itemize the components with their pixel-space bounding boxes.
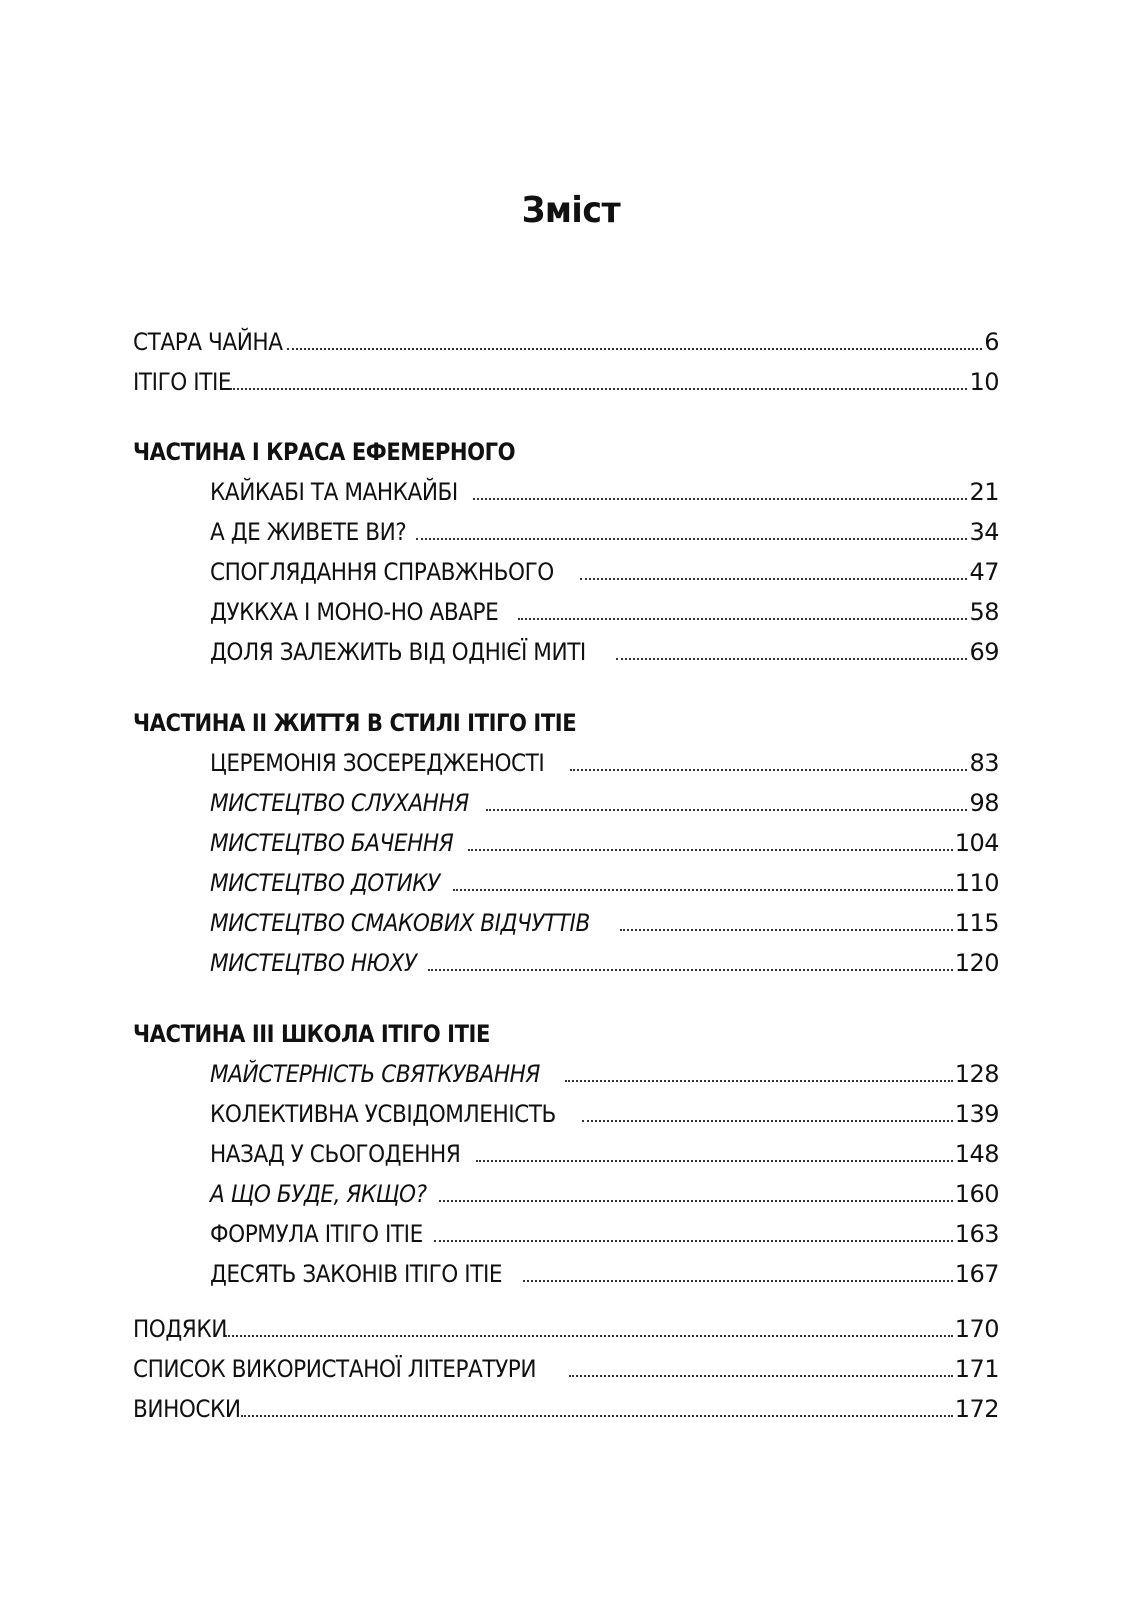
dot-leader <box>570 747 968 771</box>
toc-entry-label: СТАРА ЧАЙНА <box>133 328 283 356</box>
toc-entry-page: 83 <box>969 749 999 777</box>
toc-entry[interactable] <box>210 1098 999 1130</box>
toc-part-heading[interactable]: ЧАСТИНА ІІІ ШКОЛА ІТІГО ІТІЕ <box>133 1020 490 1048</box>
toc-entry[interactable] <box>210 787 999 819</box>
dot-leader <box>468 827 952 851</box>
toc-entry[interactable] <box>210 516 999 548</box>
toc-entry[interactable] <box>133 1353 999 1385</box>
toc-entry[interactable] <box>210 907 999 939</box>
toc-entry[interactable] <box>210 556 999 588</box>
dot-leader <box>620 907 953 931</box>
toc-entry-page: 10 <box>969 368 999 396</box>
toc-entry-page: 148 <box>954 1140 999 1168</box>
toc-entry-label: ПОДЯКИ <box>133 1315 227 1343</box>
toc-entry-label: СПИСОК ВИКОРИСТАНОЇ ЛІТЕРАТУРИ <box>133 1355 537 1383</box>
toc-entry-label: МИСТЕЦТВО СЛУХАННЯ <box>210 789 469 817</box>
dot-leader <box>565 1058 953 1082</box>
toc-entry-label: МИСТЕЦТВО НЮХУ <box>210 949 417 977</box>
toc-entry-page: 34 <box>969 518 999 546</box>
toc-entry-label: ЦЕРЕМОНІЯ ЗОСЕРЕДЖЕНОСТІ <box>210 749 545 777</box>
toc-entry-label: МИСТЕЦТВО БАЧЕННЯ <box>210 829 454 857</box>
toc-entry-label: ФОРМУЛА ІТІГО ІТІЕ <box>210 1220 423 1248</box>
toc-entry-label: МИСТЕЦТВО ДОТИКУ <box>210 869 440 897</box>
toc-entry-page: 104 <box>954 829 999 857</box>
toc-entry[interactable] <box>210 1178 999 1210</box>
toc-entry[interactable] <box>210 596 999 628</box>
toc-entry-label: КАЙКАБІ ТА МАНКАЙБІ <box>210 478 458 506</box>
toc-entry-page: 171 <box>954 1355 999 1383</box>
toc-part-heading[interactable]: ЧАСТИНА І КРАСА ЕФЕМЕРНОГО <box>133 438 516 466</box>
dot-leader <box>453 867 952 891</box>
dot-leader <box>518 596 967 620</box>
toc-entry-label: МАЙСТЕРНІСТЬ СВЯТКУВАННЯ <box>210 1060 540 1088</box>
toc-entry-page: 160 <box>954 1180 999 1208</box>
page-title: Зміст <box>521 190 621 231</box>
dot-leader <box>582 1098 952 1122</box>
dot-leader <box>569 1353 953 1377</box>
toc-entry[interactable] <box>210 947 999 979</box>
toc-entry-label: СПОГЛЯДАННЯ СПРАВЖНЬОГО <box>210 558 554 586</box>
toc-entry[interactable] <box>210 1138 999 1170</box>
dot-leader <box>230 366 968 390</box>
toc-entry[interactable] <box>210 476 999 508</box>
dot-leader <box>616 636 968 660</box>
toc-entry-label: МИСТЕЦТВО СМАКОВИХ ВІДЧУТТІВ <box>210 909 590 937</box>
toc-entry-page: 58 <box>969 598 999 626</box>
toc-entry[interactable] <box>210 1218 999 1250</box>
toc-entry-page: 128 <box>954 1060 999 1088</box>
toc-entry[interactable] <box>210 747 999 779</box>
toc-entry-page: 98 <box>969 789 999 817</box>
dot-leader <box>428 947 953 971</box>
toc-entry[interactable] <box>210 1258 999 1290</box>
toc-part-heading[interactable]: ЧАСТИНА ІІ ЖИТТЯ В СТИЛІ ІТІГО ІТІЕ <box>133 709 577 737</box>
dot-leader <box>416 516 967 540</box>
toc-entry-label: КОЛЕКТИВНА УСВІДОМЛЕНІСТЬ <box>210 1100 556 1128</box>
toc-entry-page: 21 <box>969 478 999 506</box>
toc-entry[interactable] <box>210 867 999 899</box>
dot-leader <box>473 476 967 500</box>
toc-entry-page: 163 <box>954 1220 999 1248</box>
dot-leader <box>434 1218 952 1242</box>
dot-leader <box>287 326 982 350</box>
toc-entry-label: НАЗАД У СЬОГОДЕННЯ <box>210 1140 461 1168</box>
dot-leader <box>225 1313 952 1337</box>
toc-entry-page: 69 <box>969 638 999 666</box>
toc-entry[interactable] <box>210 1058 999 1090</box>
toc-entry-label: ВИНОСКИ <box>133 1395 241 1423</box>
toc-entry-page: 120 <box>954 949 999 977</box>
toc-entry[interactable] <box>133 1313 999 1345</box>
toc-entry-page: 115 <box>954 909 999 937</box>
dot-leader <box>523 1258 953 1282</box>
toc-entry-page: 170 <box>954 1315 999 1343</box>
toc-entry[interactable] <box>133 326 999 358</box>
toc-entry-page: 110 <box>954 869 999 897</box>
toc-entry-page: 139 <box>954 1100 999 1128</box>
toc-entry-label: ДУККХА І МОНО-НО АВАРЕ <box>210 598 499 626</box>
toc-entry[interactable] <box>210 636 999 668</box>
toc-entry-page: 172 <box>954 1395 999 1423</box>
toc-entry[interactable] <box>210 827 999 859</box>
toc-entry[interactable] <box>133 1393 999 1425</box>
toc-entry-label: ДОЛЯ ЗАЛЕЖИТЬ ВІД ОДНІЄЇ МИТІ <box>210 638 586 666</box>
dot-leader <box>476 1138 952 1162</box>
toc-entry-label: А ЩО БУДЕ, ЯКЩО? <box>210 1180 427 1208</box>
dot-leader <box>241 1393 953 1417</box>
toc-entry-label: ІТІГО ІТІЕ <box>133 368 232 396</box>
toc-entry-page: 47 <box>969 558 999 586</box>
dot-leader <box>439 1178 953 1202</box>
dot-leader <box>580 556 967 580</box>
toc-entry-page: 6 <box>984 328 999 356</box>
toc-entry-page: 167 <box>954 1260 999 1288</box>
toc-entry-label: А ДЕ ЖИВЕТЕ ВИ? <box>210 518 407 546</box>
dot-leader <box>486 787 968 811</box>
toc-entry-label: ДЕСЯТЬ ЗАКОНІВ ІТІГО ІТІЕ <box>210 1260 503 1288</box>
toc-entry[interactable] <box>133 366 999 398</box>
